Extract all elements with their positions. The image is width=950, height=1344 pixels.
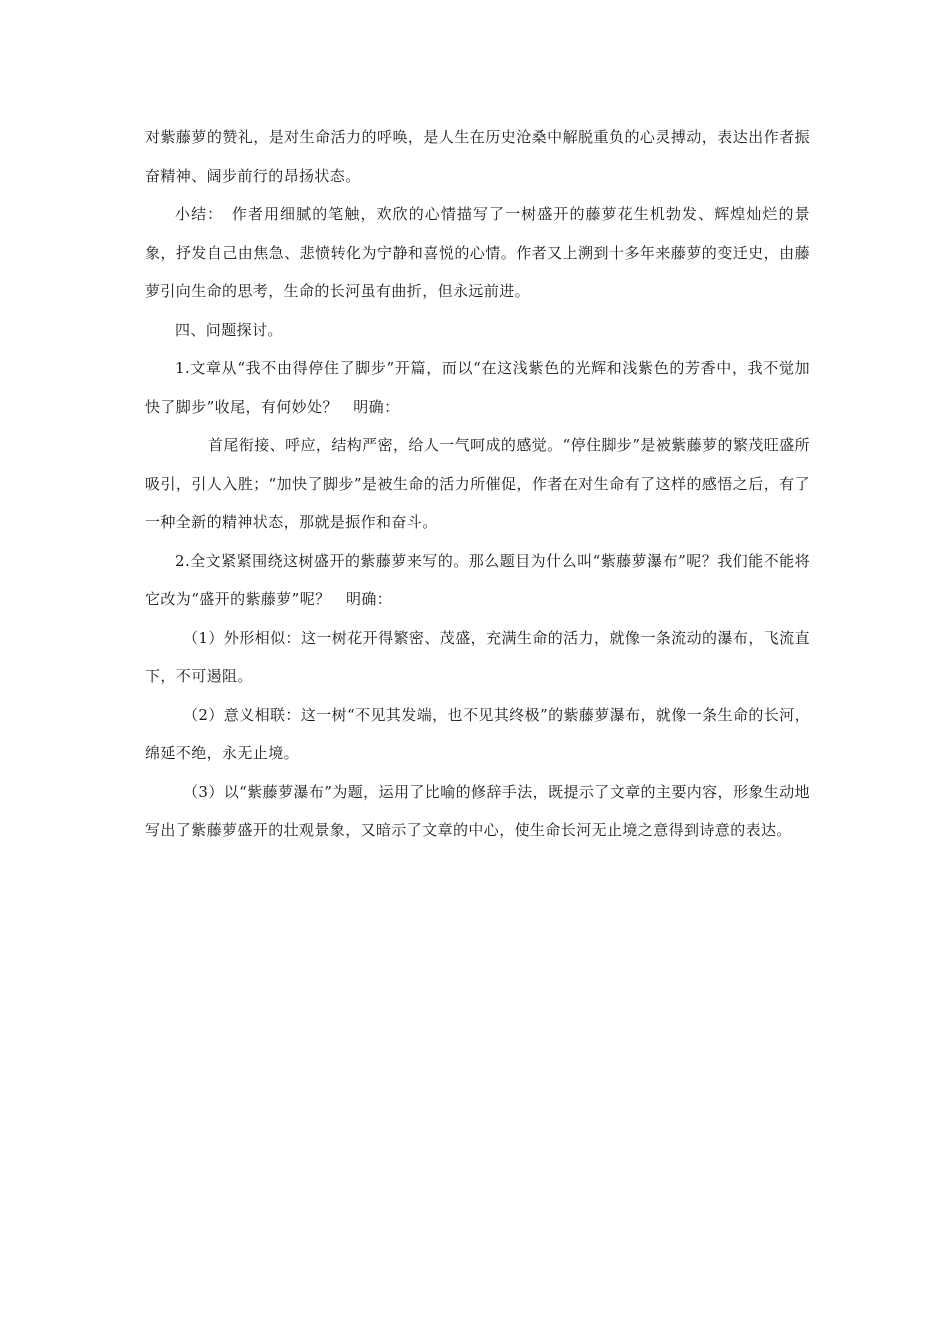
answer-2-point-2: （2）意义相联：这一树“不见其发端，也不见其终极”的紫藤萝瀑布，就像一条生命的长河，绵延不绝，永无止境。 xyxy=(145,705,810,762)
answer-2-point-3: （3）以“紫藤萝瀑布”为题，运用了比喻的修辞手法，既提示了文章的主要内容，形象生动地写出了紫藤萝盛开的壮观景象，又暗示了文章的中心，使生命长河无止境之意得到诗意的表达。 xyxy=(145,782,810,839)
answer-1: 首尾衔接、呼应，结构严密，给人一气呵成的感觉。“停住脚步”是被紫藤萝的繁茂旺盛所吸引，引人入胜；“加快了脚步”是被生命的活力所催促，作者在对生命有了这样的感悟之后，有了一种全新的精神状态，那就是振作和奋斗。 xyxy=(145,436,810,531)
question-1: 1.文章从“我不由得停住了脚步”开篇，而以“在这浅紫色的光辉和浅紫色的芳香中，我不觉加快了脚步”收尾，有何妙处？ 明确： xyxy=(145,359,810,416)
paragraph-summary: 小结： 作者用细腻的笔触，欢欣的心情描写了一树盛开的藤萝花生机勃发、辉煌灿烂的景象，抒发自己由焦急、悲愤转化为宁静和喜悦的心情。作者又上溯到十多年来藤萝的变迁史，由藤萝引向生命的思考，生命的长河虽有曲折，但永远前进。 xyxy=(145,205,810,300)
document-body xyxy=(145,118,810,850)
question-2: 2.全文紧紧围绕这树盛开的紫藤萝来写的。那么题目为什么叫“紫藤萝瀑布”呢？我们能不能将它改为“盛开的紫藤萝”呢？ 明确： xyxy=(145,551,810,608)
paragraph-conclusion: 对紫藤萝的赞礼，是对生命活力的呼唤，是人生在历史沧桑中解脱重负的心灵搏动，表达出作者振奋精神、阔步前行的昂扬状态。 xyxy=(145,128,810,185)
answer-2-point-1: （1）外形相似：这一树花开得繁密、茂盛，充满生命的活力，就像一条流动的瀑布，飞流直下，不可遏阻。 xyxy=(145,628,810,685)
section-heading-questions: 四、问题探讨。 xyxy=(175,320,283,339)
